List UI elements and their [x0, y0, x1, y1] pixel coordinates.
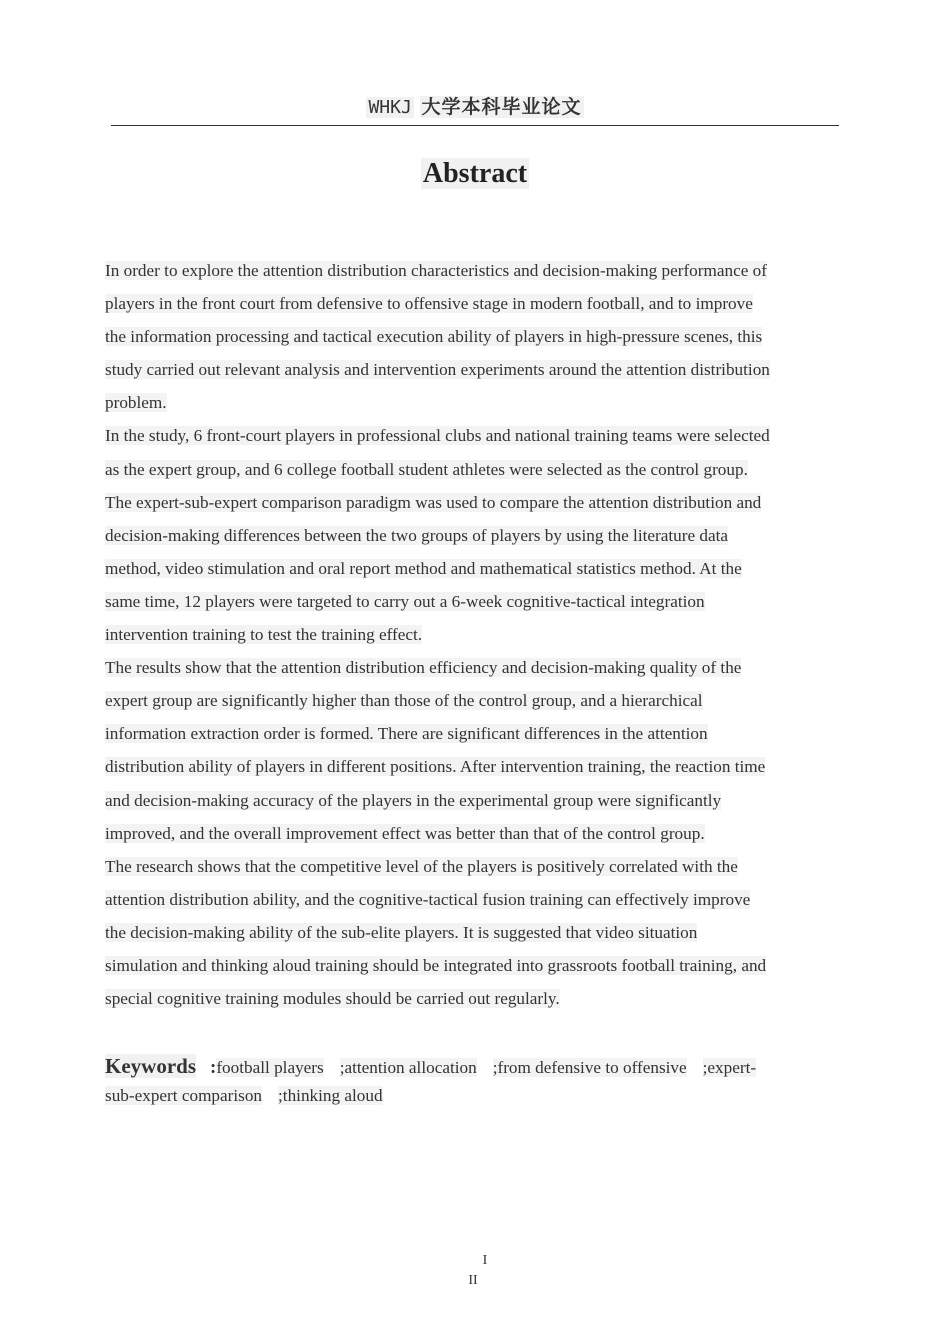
keyword-item: ;expert- — [702, 1058, 757, 1077]
title-text: Abstract — [422, 158, 528, 189]
keyword-item: ;from defensive to offensive — [492, 1058, 687, 1077]
paragraph-line: The results show that the attention distribution efficiency and decision-making quality of the — [105, 658, 742, 678]
paragraph-line: simulation and thinking aloud training should be integrated into grassroots football training, and — [105, 955, 767, 975]
keywords-line-2 — [105, 1082, 850, 1110]
keyword-item: football players — [216, 1058, 324, 1077]
header-cjk-text: 大学本科毕业论文 — [421, 96, 582, 118]
paragraph-line: information extraction order is formed. There are significant differences in the attention — [105, 724, 708, 744]
paragraph-line: and decision-making accuracy of the players in the experimental group were significantly — [105, 790, 722, 810]
paragraph-line: expert group are significantly higher than those of the control group, and a hierarchical — [105, 691, 703, 711]
paragraph-line: decision-making differences between the two groups of players by using the literature data — [105, 525, 729, 545]
abstract-paragraph-2 — [105, 419, 850, 651]
page-title — [0, 158, 950, 190]
paragraph-line: study carried out relevant analysis and intervention experiments around the attention distribution — [105, 360, 770, 380]
paragraph-line: the information processing and tactical execution ability of players in high-pressure scenes, this — [105, 327, 763, 347]
abstract-paragraph-3 — [105, 651, 850, 850]
header-latin-text: WHKJ — [368, 97, 412, 118]
paragraph-line: method, video stimulation and oral report method and mathematical statistics method. At the — [105, 558, 742, 578]
paragraph-line: The expert-sub-expert comparison paradigm was used to compare the attention distribution and — [105, 492, 762, 512]
paragraph-line: special cognitive training modules should be carried out regularly. — [105, 989, 560, 1009]
abstract-paragraph-1 — [105, 254, 850, 419]
paragraph-line: as the expert group, and 6 college football student athletes were selected as the control group. — [105, 459, 748, 479]
paragraph-line: In the study, 6 front-court players in professional clubs and national training teams were selected — [105, 426, 770, 446]
paragraph-line: the decision-making ability of the sub-elite players. It is suggested that video situation — [105, 922, 698, 942]
abstract-paragraph-4 — [105, 850, 850, 1015]
keywords-label: Keywords — [105, 1054, 196, 1078]
paragraph-line: same time, 12 players were targeted to carry out a 6-week cognitive-tactical integration — [105, 591, 705, 611]
header-rule — [111, 125, 839, 126]
keyword-item: ;thinking aloud — [278, 1086, 383, 1105]
paragraph-line: distribution ability of players in different positions. After intervention training, the reaction time — [105, 757, 766, 777]
paragraph-line: intervention training to test the training effect. — [105, 625, 423, 645]
paragraph-line: attention distribution ability, and the cognitive-tactical fusion training can effectively improve — [105, 889, 751, 909]
keywords-section — [105, 1052, 850, 1110]
paragraph-line: improved, and the overall improvement effect was better than that of the control group. — [105, 823, 705, 843]
paragraph-line: The research shows that the competitive level of the players is positively correlated with the — [105, 856, 738, 876]
page-header — [0, 92, 950, 119]
keyword-item: sub-expert comparison — [105, 1086, 263, 1105]
keyword-item: ;attention allocation — [339, 1058, 477, 1077]
paragraph-line: problem. — [105, 393, 167, 413]
page-number-roman-2: II — [468, 1273, 478, 1288]
keywords-colon: : — [210, 1057, 217, 1078]
keywords-line-1 — [105, 1052, 850, 1082]
paragraph-line: players in the front court from defensive to offensive stage in modern football, and to improve — [105, 294, 753, 314]
abstract-body — [105, 254, 850, 1015]
paragraph-line: In order to explore the attention distribution characteristics and decision-making performance of — [105, 261, 767, 280]
page-number-roman-1: I — [482, 1253, 488, 1268]
